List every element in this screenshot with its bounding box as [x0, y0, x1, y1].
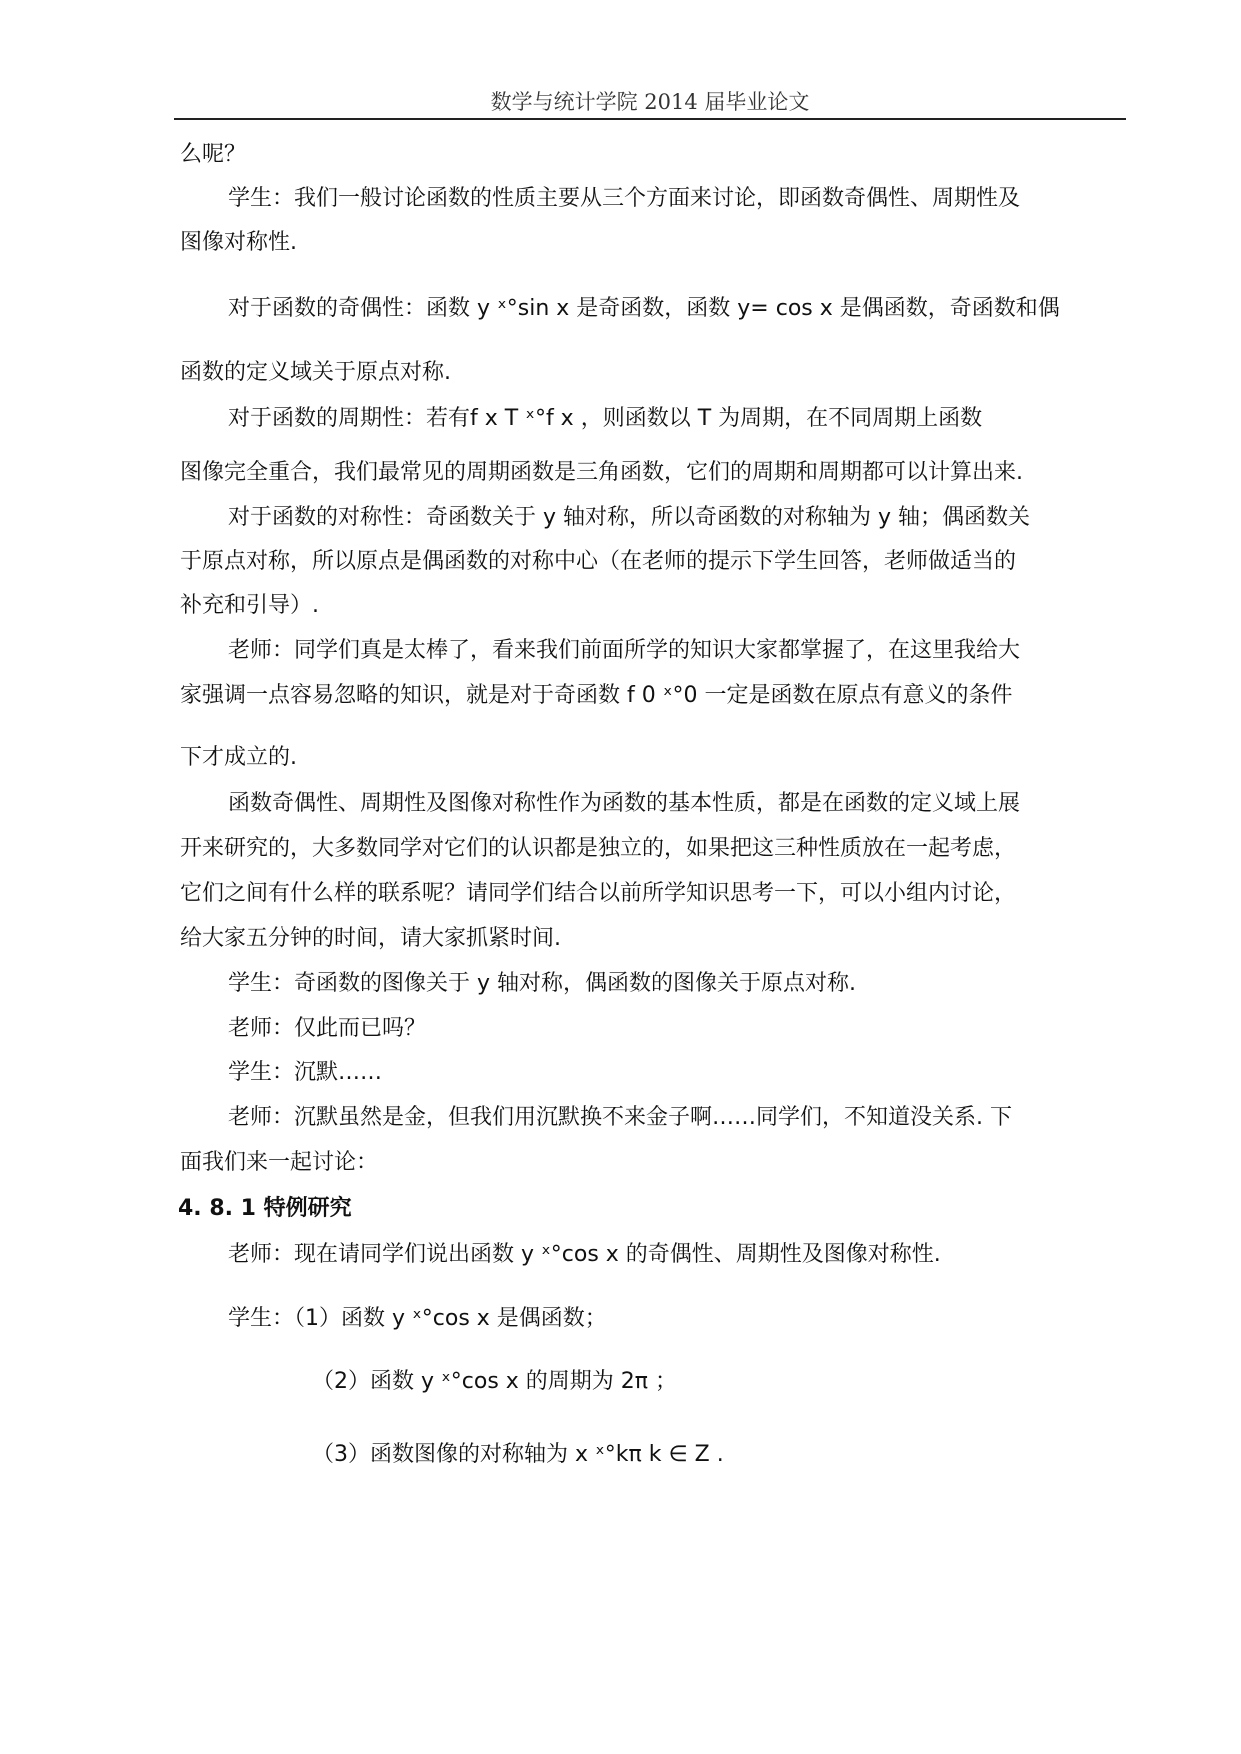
body-line: （2）函数 y ˣ°cos x 的周期为 2π ；: [312, 1369, 678, 1394]
header-rule: [174, 118, 1126, 120]
section-heading: 4. 8. 1 特例研究: [178, 1196, 352, 1221]
body-line: 下才成立的.: [180, 745, 297, 770]
body-line: 图像对称性.: [180, 230, 297, 255]
body-line: 学生：我们一般讨论函数的性质主要从三个方面来讨论，即函数奇偶性、周期性及: [228, 186, 1021, 211]
body-line: 给大家五分钟的时间，请大家抓紧时间.: [180, 926, 561, 951]
body-line: 对于函数的对称性：奇函数关于 y 轴对称，所以奇函数的对称轴为 y 轴；偶函数关: [228, 505, 1031, 530]
body-line: 学生：沉默……: [228, 1060, 383, 1085]
body-line: （3）函数图像的对称轴为 x ˣ°kπ k ∈ Z .: [312, 1442, 724, 1467]
body-line: 老师：沉默虽然是金，但我们用沉默换不来金子啊……同学们，不知道没关系. 下: [228, 1105, 1012, 1130]
body-line: 老师：仅此而已吗？: [228, 1016, 427, 1041]
body-line: 它们之间有什么样的联系呢？请同学们结合以前所学知识思考一下，可以小组内讨论，: [180, 881, 1017, 906]
body-line: 开来研究的，大多数同学对它们的认识都是独立的，如果把这三种性质放在一起考虑，: [180, 836, 1017, 861]
body-line: 图像完全重合，我们最常见的周期函数是三角函数，它们的周期和周期都可以计算出来.: [180, 460, 1023, 485]
body-line: 面我们来一起讨论：: [180, 1150, 379, 1175]
page-header-title: 数学与统计学院 2014 届毕业论文: [490, 90, 810, 114]
body-line: 么呢？: [180, 142, 247, 167]
body-line: 对于函数的奇偶性：函数 y ˣ°sin x 是奇函数，函数 y= cos x 是偶函数，奇函数和偶: [228, 296, 1060, 321]
body-line: 学生：（1）函数 y ˣ°cos x 是偶函数；: [228, 1306, 607, 1331]
body-line: 老师：同学们真是太棒了，看来我们前面所学的知识大家都掌握了，在这里我给大: [228, 638, 1021, 663]
body-line: 于原点对称，所以原点是偶函数的对称中心（在老师的提示下学生回答，老师做适当的: [180, 549, 1017, 574]
body-line: 老师：现在请同学们说出函数 y ˣ°cos x 的奇偶性、周期性及图像对称性.: [228, 1242, 941, 1267]
body-line: 补充和引导）.: [180, 593, 319, 618]
body-line: 函数奇偶性、周期性及图像对称性作为函数的基本性质，都是在函数的定义域上展: [228, 791, 1021, 816]
body-line: 对于函数的周期性：若有f x T ˣ°f x ，则函数以 T 为周期，在不同周期上函数: [228, 406, 983, 431]
body-line: 函数的定义域关于原点对称.: [180, 360, 451, 385]
body-line: 学生：奇函数的图像关于 y 轴对称，偶函数的图像关于原点对称.: [228, 971, 857, 996]
body-line: 家强调一点容易忽略的知识，就是对于奇函数 f 0 ˣ°0 一定是函数在原点有意义的条件: [180, 683, 1013, 708]
